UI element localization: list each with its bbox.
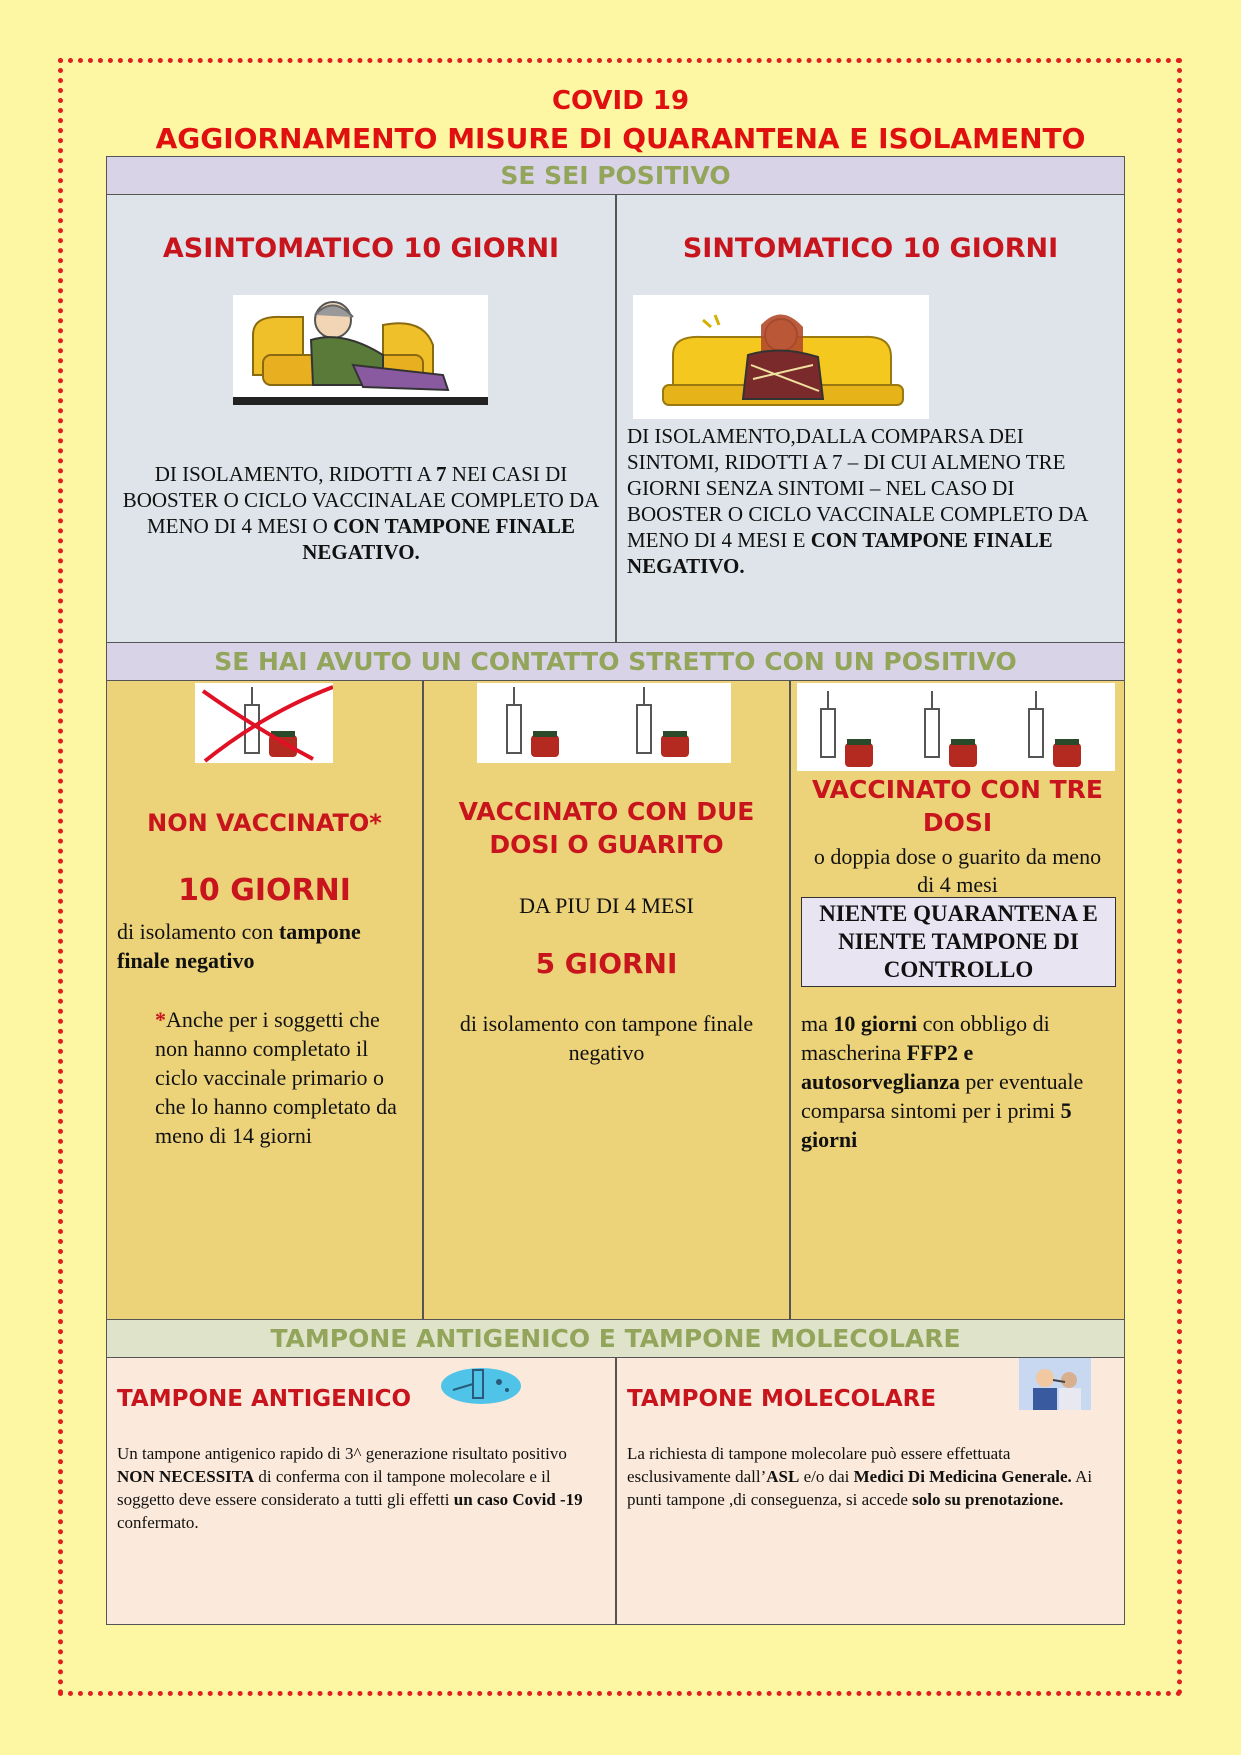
antigen-text: Un tampone antigenico rapido di 3^ generazione risultato positivo NON NECESSITA di conferma con il tampone molecolare e il soggetto deve essere considerato a tutti gli effetti un caso Covid -19 confermato.: [117, 1444, 583, 1532]
unvaccinated-days: 10 GIORNI: [178, 873, 351, 908]
asymptomatic-cell: [107, 195, 615, 642]
molecular-cell: [617, 1358, 1124, 1623]
two-doses-text: di isolamento con tampone finale negativo: [459, 1011, 754, 1065]
symptomatic-cell: [617, 195, 1124, 642]
two-doses-days: 5 GIORNI: [535, 947, 678, 980]
positive-section: [106, 156, 1125, 643]
contact-band: SE HAI AVUTO UN CONTATTO STRETTO CON UN POSITIVO: [107, 643, 1124, 681]
antigen-heading: TAMPONE ANTIGENICO: [117, 1386, 412, 1412]
antigen-cell: [107, 1358, 615, 1623]
antigen-swab-icon: [439, 1360, 529, 1408]
two-vaccines-illustration: [477, 683, 731, 763]
unvaccinated-cell: [107, 681, 422, 1318]
page-title-line2: AGGIORNAMENTO MISURE DI QUARANTENA E ISOLAMENTO: [155, 122, 1086, 155]
symptomatic-text: DI ISOLAMENTO,DALLA COMPARSA DEI SINTOMI, RIDOTTI A 7 – DI CUI ALMENO TRE GIORNI SENZA SINTOMI – NEL CASO DI BOOSTER O CICLO VACCINALE COMPLETO DA MENO DI 4 MESI E CON TAMPONE FINALE NEGATIVO.: [627, 424, 1088, 578]
asymptomatic-heading: ASINTOMATICO 10 GIORNI: [162, 233, 560, 264]
unvaccinated-note: *Anche per i soggetti che non hanno completato il ciclo vaccinale primario o che lo hanno completato da meno di 14 giorni: [155, 1007, 397, 1148]
positive-band: SE SEI POSITIVO: [107, 157, 1124, 195]
three-doses-text: ma 10 giorni con obbligo di mascherina FFP2 e autosorveglianza per eventuale comparsa sintomi per i primi 5 giorni: [801, 1011, 1084, 1152]
three-doses-sub: o doppia dose o guarito da meno di 4 mesi: [813, 844, 1102, 897]
two-doses-heading: VACCINATO CON DUE DOSI O GUARITO: [458, 797, 755, 859]
asymptomatic-text: DI ISOLAMENTO, RIDOTTI A 7 NEI CASI DI BOOSTER O CICLO VACCINALAE COMPLETO DA MENO DI 4 MESI O CON TAMPONE FINALE NEGATIVO.: [122, 462, 600, 564]
unvaccinated-text: di isolamento con tampone finale negativo: [117, 919, 361, 973]
two-doses-sub: DA PIU DI 4 MESI: [519, 893, 694, 918]
contact-section: [106, 643, 1125, 1320]
three-vaccines-illustration: [797, 683, 1115, 771]
molecular-text: La richiesta di tampone molecolare può essere effettuata esclusivamente dall’ASL e/o dai Medici Di Medicina Generale. Ai punti tampone ,di conseguenza, si accede solo su prenotazione.: [627, 1444, 1093, 1509]
molecular-swab-icon: [1019, 1358, 1091, 1410]
sick-woman-sofa-illustration: [633, 295, 929, 419]
symptomatic-heading: SINTOMATICO 10 GIORNI: [682, 233, 1059, 264]
swab-section: [106, 1320, 1125, 1625]
three-doses-heading: VACCINATO CON TRE DOSI: [812, 775, 1103, 837]
unvaccinated-heading: NON VACCINATO*: [147, 809, 382, 837]
crossed-vaccine-illustration: [195, 683, 333, 763]
swab-band: TAMPONE ANTIGENICO E TAMPONE MOLECOLARE: [107, 1320, 1124, 1358]
molecular-heading: TAMPONE MOLECOLARE: [627, 1386, 937, 1412]
page-title-line1: COVID 19: [551, 86, 690, 116]
three-doses-cell: [791, 681, 1124, 1318]
two-doses-cell: [424, 681, 789, 1318]
no-quarantine-box: NIENTE QUARANTENA E NIENTE TAMPONE DI CONTROLLO: [801, 897, 1116, 987]
elderly-armchair-illustration: [233, 295, 488, 405]
